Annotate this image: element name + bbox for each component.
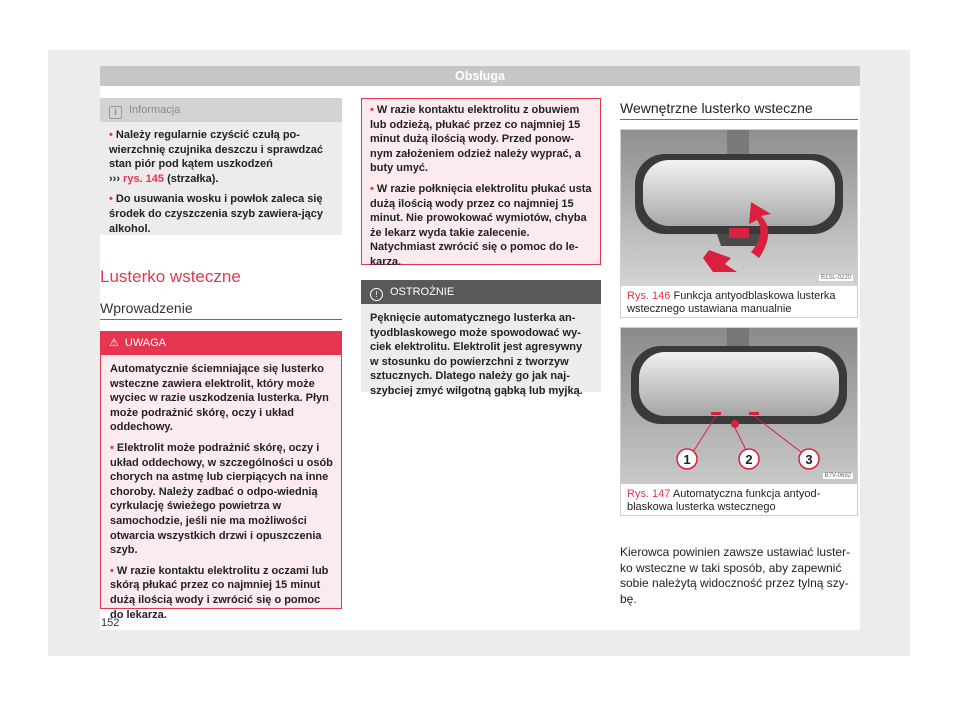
warning-box-header	[100, 331, 342, 355]
bullet-icon: •	[109, 193, 113, 206]
warning-item-2-text: W razie kontaktu elektrolitu z oczami lub skórą płukać przez co najmniej 15 minut dużą ilością wody i zwrócić się o pomoc do lekarza.	[110, 564, 329, 621]
figure-147-label: Rys. 147	[627, 488, 671, 500]
warning-continued-body	[362, 99, 600, 270]
callout-1-marker	[677, 449, 697, 469]
info-item-2-text: Do usuwania wosku i powłok zaleca się środek do czyszczenia szyb zawiera-jący alkohol.	[109, 193, 323, 235]
figure-147-caption-text: Automatyczna funkcja antyod-blaskowa lusterka wstecznego	[627, 488, 821, 513]
running-header: Obsługa	[100, 66, 860, 86]
info-box-heading: Informacja	[129, 104, 181, 116]
info-item-1-ref-suffix: (strzałka).	[164, 172, 219, 185]
warning-box	[100, 331, 342, 621]
bullet-icon: •	[370, 182, 374, 195]
warning-cont-item-2-text: W razie połknięcia elektrolitu płukać usta dużą ilością wody przez co najmniej 15 minut. Nie prowokować wymiotów, chyba że lekarz wyda takie zalecenie. Natychmiast zwrócić się o pomoc do le-karza.	[370, 182, 592, 268]
figure-146	[620, 129, 858, 318]
info-item-1	[109, 128, 334, 186]
figure-147-code: B7V-0692	[824, 473, 851, 479]
page-number: 152	[101, 617, 120, 629]
mirror-auto-drawing	[621, 328, 857, 484]
info-box	[100, 98, 342, 235]
callout-2-label: 2	[745, 452, 753, 467]
warning-cont-item-1-text: W razie kontaktu elektrolitu z obuwiem lub odzieżą, płukać przez co najmniej 15 minut dużą ilością wody. Przed ponow-nym założeniem odzież należy wyprać, a buty umyć.	[370, 104, 581, 175]
warning-triangle-icon: ⚠	[109, 337, 119, 349]
figure-146-caption-text: Funkcja antyodblaskowa lusterka wstecznego ustawiana manualnie	[627, 290, 836, 315]
info-item-2	[109, 192, 334, 236]
bullet-icon: •	[370, 104, 374, 116]
figure-147-caption	[627, 488, 851, 514]
warning-cont-item-2	[370, 182, 592, 270]
mirror-manual-drawing	[621, 130, 857, 286]
warning-box-body	[101, 355, 341, 622]
figure-146-label: Rys. 146	[627, 290, 671, 302]
warning-box-continued	[361, 98, 601, 268]
caution-box-header	[361, 280, 601, 304]
info-item-1-ref-prefix: ›››	[109, 172, 124, 185]
body-paragraph: Kierowca powinien zawsze ustawiać luster-ko wsteczne w taki sposób, aby zapewnić sobie należytą widoczność przez tylną szy-bę.	[620, 545, 851, 606]
figure-146-caption	[627, 290, 851, 316]
section-subtitle: Wprowadzenie	[100, 300, 193, 316]
warning-box-heading: UWAGA	[124, 337, 167, 349]
bullet-icon: •	[110, 441, 114, 454]
section-title: Lusterko wsteczne	[100, 267, 241, 286]
bullet-icon: •	[109, 129, 113, 141]
mirror-auto-illustration	[621, 328, 857, 484]
right-section-title: Wewnętrzne lusterko wsteczne	[620, 100, 813, 116]
warning-item-2	[110, 564, 333, 622]
caution-box	[361, 280, 601, 397]
info-icon: i	[109, 106, 122, 119]
mirror-manual-illustration	[621, 130, 857, 286]
caution-circle-icon: !	[370, 288, 383, 301]
right-title-rule	[620, 119, 858, 120]
callout-3-marker	[799, 449, 819, 469]
bullet-icon: •	[110, 564, 114, 577]
callout-1-label: 1	[683, 452, 691, 467]
info-box-body	[100, 122, 342, 236]
subtitle-rule	[100, 319, 342, 320]
warning-intro: Automatycznie ściemniające się lusterko wsteczne zawiera elektrolit, który może wyciec w razie uszkodzenia lusterka. Płyn może podrażnić skórę, oczy i układ oddechowy.	[110, 363, 329, 434]
callout-2-marker	[739, 449, 759, 469]
info-item-1-text: Należy regularnie czyścić czułą po-wierzchnię czujnika deszczu i sprawdzać stan piór pod kątem uszkodzeń	[109, 129, 323, 171]
figure-reference-link[interactable]: rys. 145	[123, 172, 165, 185]
callout-3-label: 3	[805, 452, 813, 467]
figure-147	[620, 327, 858, 516]
warning-cont-item-1	[370, 103, 592, 176]
caution-box-body: Pęknięcie automatycznego lusterka an-tyodblaskowego może spowodować wy-ciek elektrolitu. Elektrolit jest agresywny w stosunku do powierzchni z tworzyw sztucznych. Dlatego należy go jak naj-szybciej zmyć wilgotną gąbką lub myjką.	[370, 312, 583, 397]
info-box-header	[100, 98, 342, 122]
figure-146-code: B1SL-0220	[820, 275, 851, 281]
warning-item-1-text: Elektrolit może podrażnić skórę, oczy i układ oddechowy, w szczególności u osób chorych na astmę lub cierpiących na inne choroby. Należy zadbać o odpo-wiednią cyrkulację świeżego powietrza w samochodzie, jeśli nie ma możliwości otwarcia wszystkich drzwi i opuszczenia szyb.	[110, 441, 333, 557]
caution-box-heading: OSTROŻNIE	[390, 286, 455, 298]
warning-item-1	[110, 441, 333, 558]
